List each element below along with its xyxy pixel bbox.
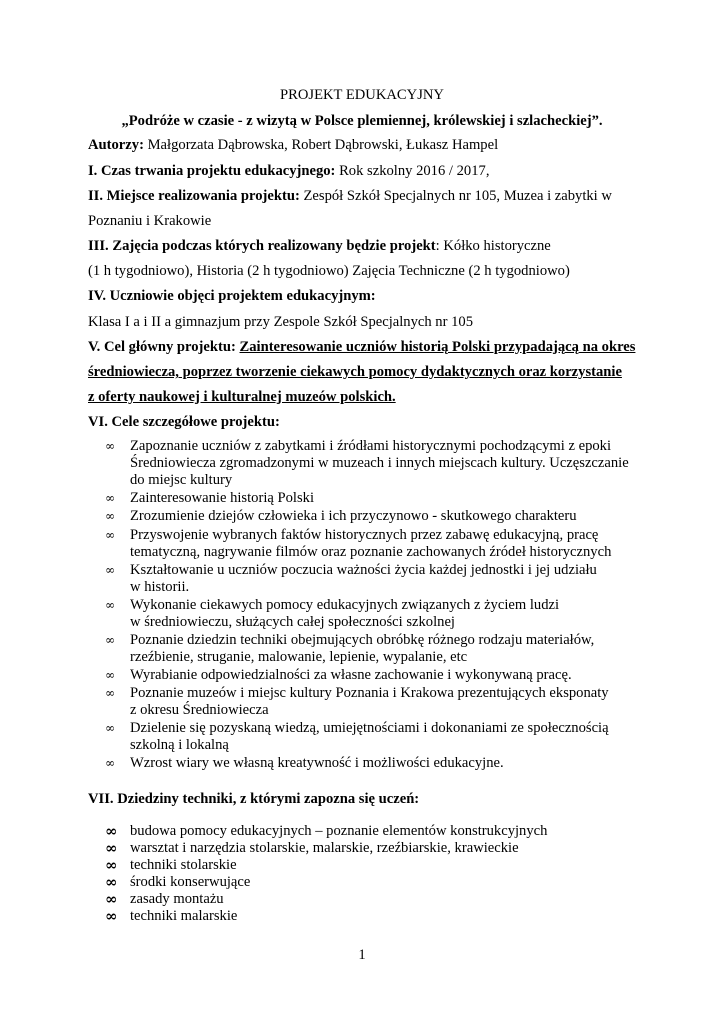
section-3-line2: (1 h tygodniowo), Historia (2 h tygodniowo) Zajęcia Techniczne (2 h tygodniowo): [88, 263, 570, 279]
goal-text: Wyrabianie odpowiedzialności za własne zachowanie i wykonywaną pracę.: [130, 667, 572, 683]
goal-text: tematyczną, nagrywanie filmów oraz poznanie zachowanych źródeł historycznych: [130, 544, 612, 560]
infinity-bullet-icon: ∞: [105, 822, 118, 840]
infinity-bullet-icon: ∞: [105, 633, 115, 647]
infinity-bullet-icon: ∞: [105, 890, 118, 908]
infinity-bullet-icon: ∞: [105, 686, 115, 700]
section-1-label: I. Czas trwania projektu edukacyjnego:: [88, 163, 336, 179]
technique-text: techniki stolarskie: [130, 857, 237, 873]
goal-text: Wykonanie ciekawych pomocy edukacyjnych związanych z życiem ludzi: [130, 597, 560, 613]
section-2-value: Zespół Szkół Specjalnych nr 105, Muzea i zabytki w: [299, 188, 612, 204]
section-5-main-goal: [88, 338, 635, 356]
technique-text: warsztat i narzędzia stolarskie, malarskie, rzeźbiarskie, krawieckie: [130, 840, 519, 856]
technique-text: zasady montażu: [130, 891, 224, 907]
section-5-value-1: Zainteresowanie uczniów historią Polski przypadającą na okres: [239, 339, 636, 355]
infinity-bullet-icon: ∞: [105, 907, 118, 925]
document-header: PROJEKT EDUKACYJNY: [280, 87, 444, 103]
section-4-students: [88, 287, 376, 305]
infinity-bullet-icon: ∞: [105, 756, 115, 770]
goal-text: Przyswojenie wybranych faktów historycznych przez zabawę edukacyjną, pracę: [130, 527, 599, 543]
goal-text: Zapoznanie uczniów z zabytkami i źródłami historycznymi pochodzącymi z epoki: [130, 438, 612, 454]
section-3-value: : Kółko historyczne: [435, 238, 551, 254]
goal-text: Zainteresowanie historią Polski: [130, 490, 315, 506]
authors-line: [88, 136, 498, 154]
section-4-label: IV. Uczniowie objęci projektem edukacyjnym:: [88, 288, 376, 304]
section-4-line2: Klasa I a i II a gimnazjum przy Zespole Szkół Specjalnych nr 105: [88, 314, 473, 330]
authors-label: Autorzy:: [88, 137, 144, 153]
section-5-line3: [88, 388, 396, 406]
section-5-value-2: średniowiecza, poprzez tworzenie ciekawych pomocy dydaktycznych oraz korzystanie: [88, 364, 622, 380]
goal-text: Poznanie muzeów i miejsc kultury Poznania i Krakowa prezentujących eksponaty: [130, 685, 609, 701]
goal-text: w historii.: [130, 579, 190, 595]
infinity-bullet-icon: ∞: [105, 856, 118, 874]
infinity-bullet-icon: ∞: [105, 563, 115, 577]
goal-text: Zrozumienie dziejów człowieka i ich przyczynowo - skutkowego charakteru: [130, 508, 577, 524]
infinity-bullet-icon: ∞: [105, 721, 115, 735]
infinity-bullet-icon: ∞: [105, 528, 115, 542]
goal-text: Wzrost wiary we własną kreatywność i możliwości edukacyjne.: [130, 755, 504, 771]
section-1-duration: [88, 162, 489, 180]
infinity-bullet-icon: ∞: [105, 873, 118, 891]
section-5-label: V. Cel główny projektu:: [88, 339, 240, 355]
infinity-bullet-icon: ∞: [105, 668, 115, 682]
infinity-bullet-icon: ∞: [105, 439, 115, 453]
title-text: „Podróże w czasie - z wizytą w Polsce plemiennej, królewskiej i szlacheckiej”.: [121, 113, 603, 129]
section-6-heading: [88, 413, 280, 431]
section-3-classes: [88, 237, 551, 255]
section-7-label: VII. Dziedziny techniki, z którymi zapozna się uczeń:: [88, 791, 420, 807]
goal-text: Średniowiecza zgromadzonymi w muzeach i innych miejscach kultury. Uczęszczanie: [130, 455, 629, 471]
section-5-value-3: z oferty naukowej i kulturalnej muzeów polskich.: [88, 389, 396, 405]
goal-text: Dzielenie się pozyskaną wiedzą, umiejętnościami i dokonaniami ze społecznością: [130, 720, 609, 736]
document-title: [0, 112, 724, 130]
goal-text: w średniowieczu, służących całej społeczności szkolnej: [130, 614, 455, 630]
section-3-label: III. Zajęcia podczas których realizowany będzie projekt: [88, 238, 436, 254]
technique-text: techniki malarskie: [130, 908, 238, 924]
infinity-bullet-icon: ∞: [105, 839, 118, 857]
section-2-line2: Poznaniu i Krakowie: [88, 213, 212, 229]
infinity-bullet-icon: ∞: [105, 598, 115, 612]
section-2-label: II. Miejsce realizowania projektu:: [88, 188, 300, 204]
section-7-heading: [88, 790, 419, 808]
goal-text: Kształtowanie u uczniów poczucia ważności życia każdej jednostki i jej udziału: [130, 562, 597, 578]
infinity-bullet-icon: ∞: [105, 491, 115, 505]
section-1-value: Rok szkolny 2016 / 2017,: [335, 163, 490, 179]
goal-text: rzeźbienie, struganie, malowanie, lepienie, wypalanie, etc: [130, 649, 468, 665]
goal-text: do miejsc kultury: [130, 472, 233, 488]
section-5-line2: [88, 363, 622, 381]
goal-text: szkolną i lokalną: [130, 737, 229, 753]
goal-text: z okresu Średniowiecza: [130, 702, 269, 718]
technique-text: budowa pomocy edukacyjnych – poznanie elementów konstrukcyjnych: [130, 823, 548, 839]
goal-text: Poznanie dziedzin techniki obejmujących obróbkę różnego rodzaju materiałów,: [130, 632, 595, 648]
page-number: 1: [358, 947, 366, 963]
infinity-bullet-icon: ∞: [105, 509, 115, 523]
authors-value: Małgorzata Dąbrowska, Robert Dąbrowski, Łukasz Hampel: [143, 137, 499, 153]
section-2-place: [88, 187, 612, 205]
technique-text: środki konserwujące: [130, 874, 251, 890]
section-6-label: VI. Cele szczegółowe projektu:: [88, 414, 280, 430]
